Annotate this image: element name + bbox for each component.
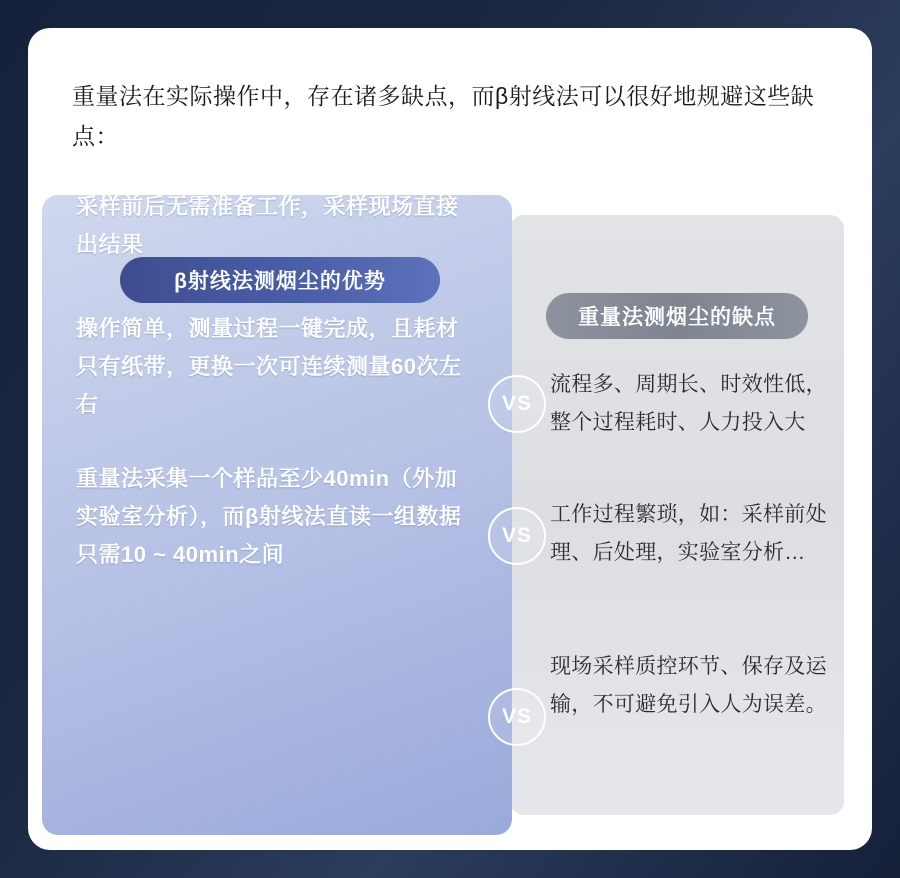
vs-badge: VS — [488, 507, 546, 565]
vs-badge: VS — [488, 375, 546, 433]
advantage-item: 采样前后无需准备工作，采样现场直接出结果 — [76, 194, 459, 257]
advantage-item: 重量法采集一个样品至少40min（外加实验室分析），而β射线法直读一组数据只需10 ~ 40min之间 — [76, 466, 462, 567]
disadvantage-item: 流程多、周期长、时效性低，整个过程耗时、人力投入大 — [550, 373, 827, 434]
advantage-item: 操作简单，测量过程一键完成，且耗材只有纸带，更换一次可连续测量60次左右 — [76, 316, 462, 417]
content-card — [28, 28, 872, 850]
advantages-title: β射线法测烟尘的优势 — [120, 257, 440, 303]
disadvantage-item: 工作过程繁琐，如：采样前处理、后处理，实验室分析… — [550, 503, 827, 564]
intro-paragraph: 重量法在实际操作中，存在诸多缺点，而β射线法可以很好地规避这些缺点： — [72, 83, 815, 149]
disadvantages-title: 重量法测烟尘的缺点 — [546, 293, 808, 339]
vs-badge: VS — [488, 688, 546, 746]
disadvantage-item: 现场采样质控环节、保存及运输，不可避免引入人为误差。 — [550, 655, 827, 716]
